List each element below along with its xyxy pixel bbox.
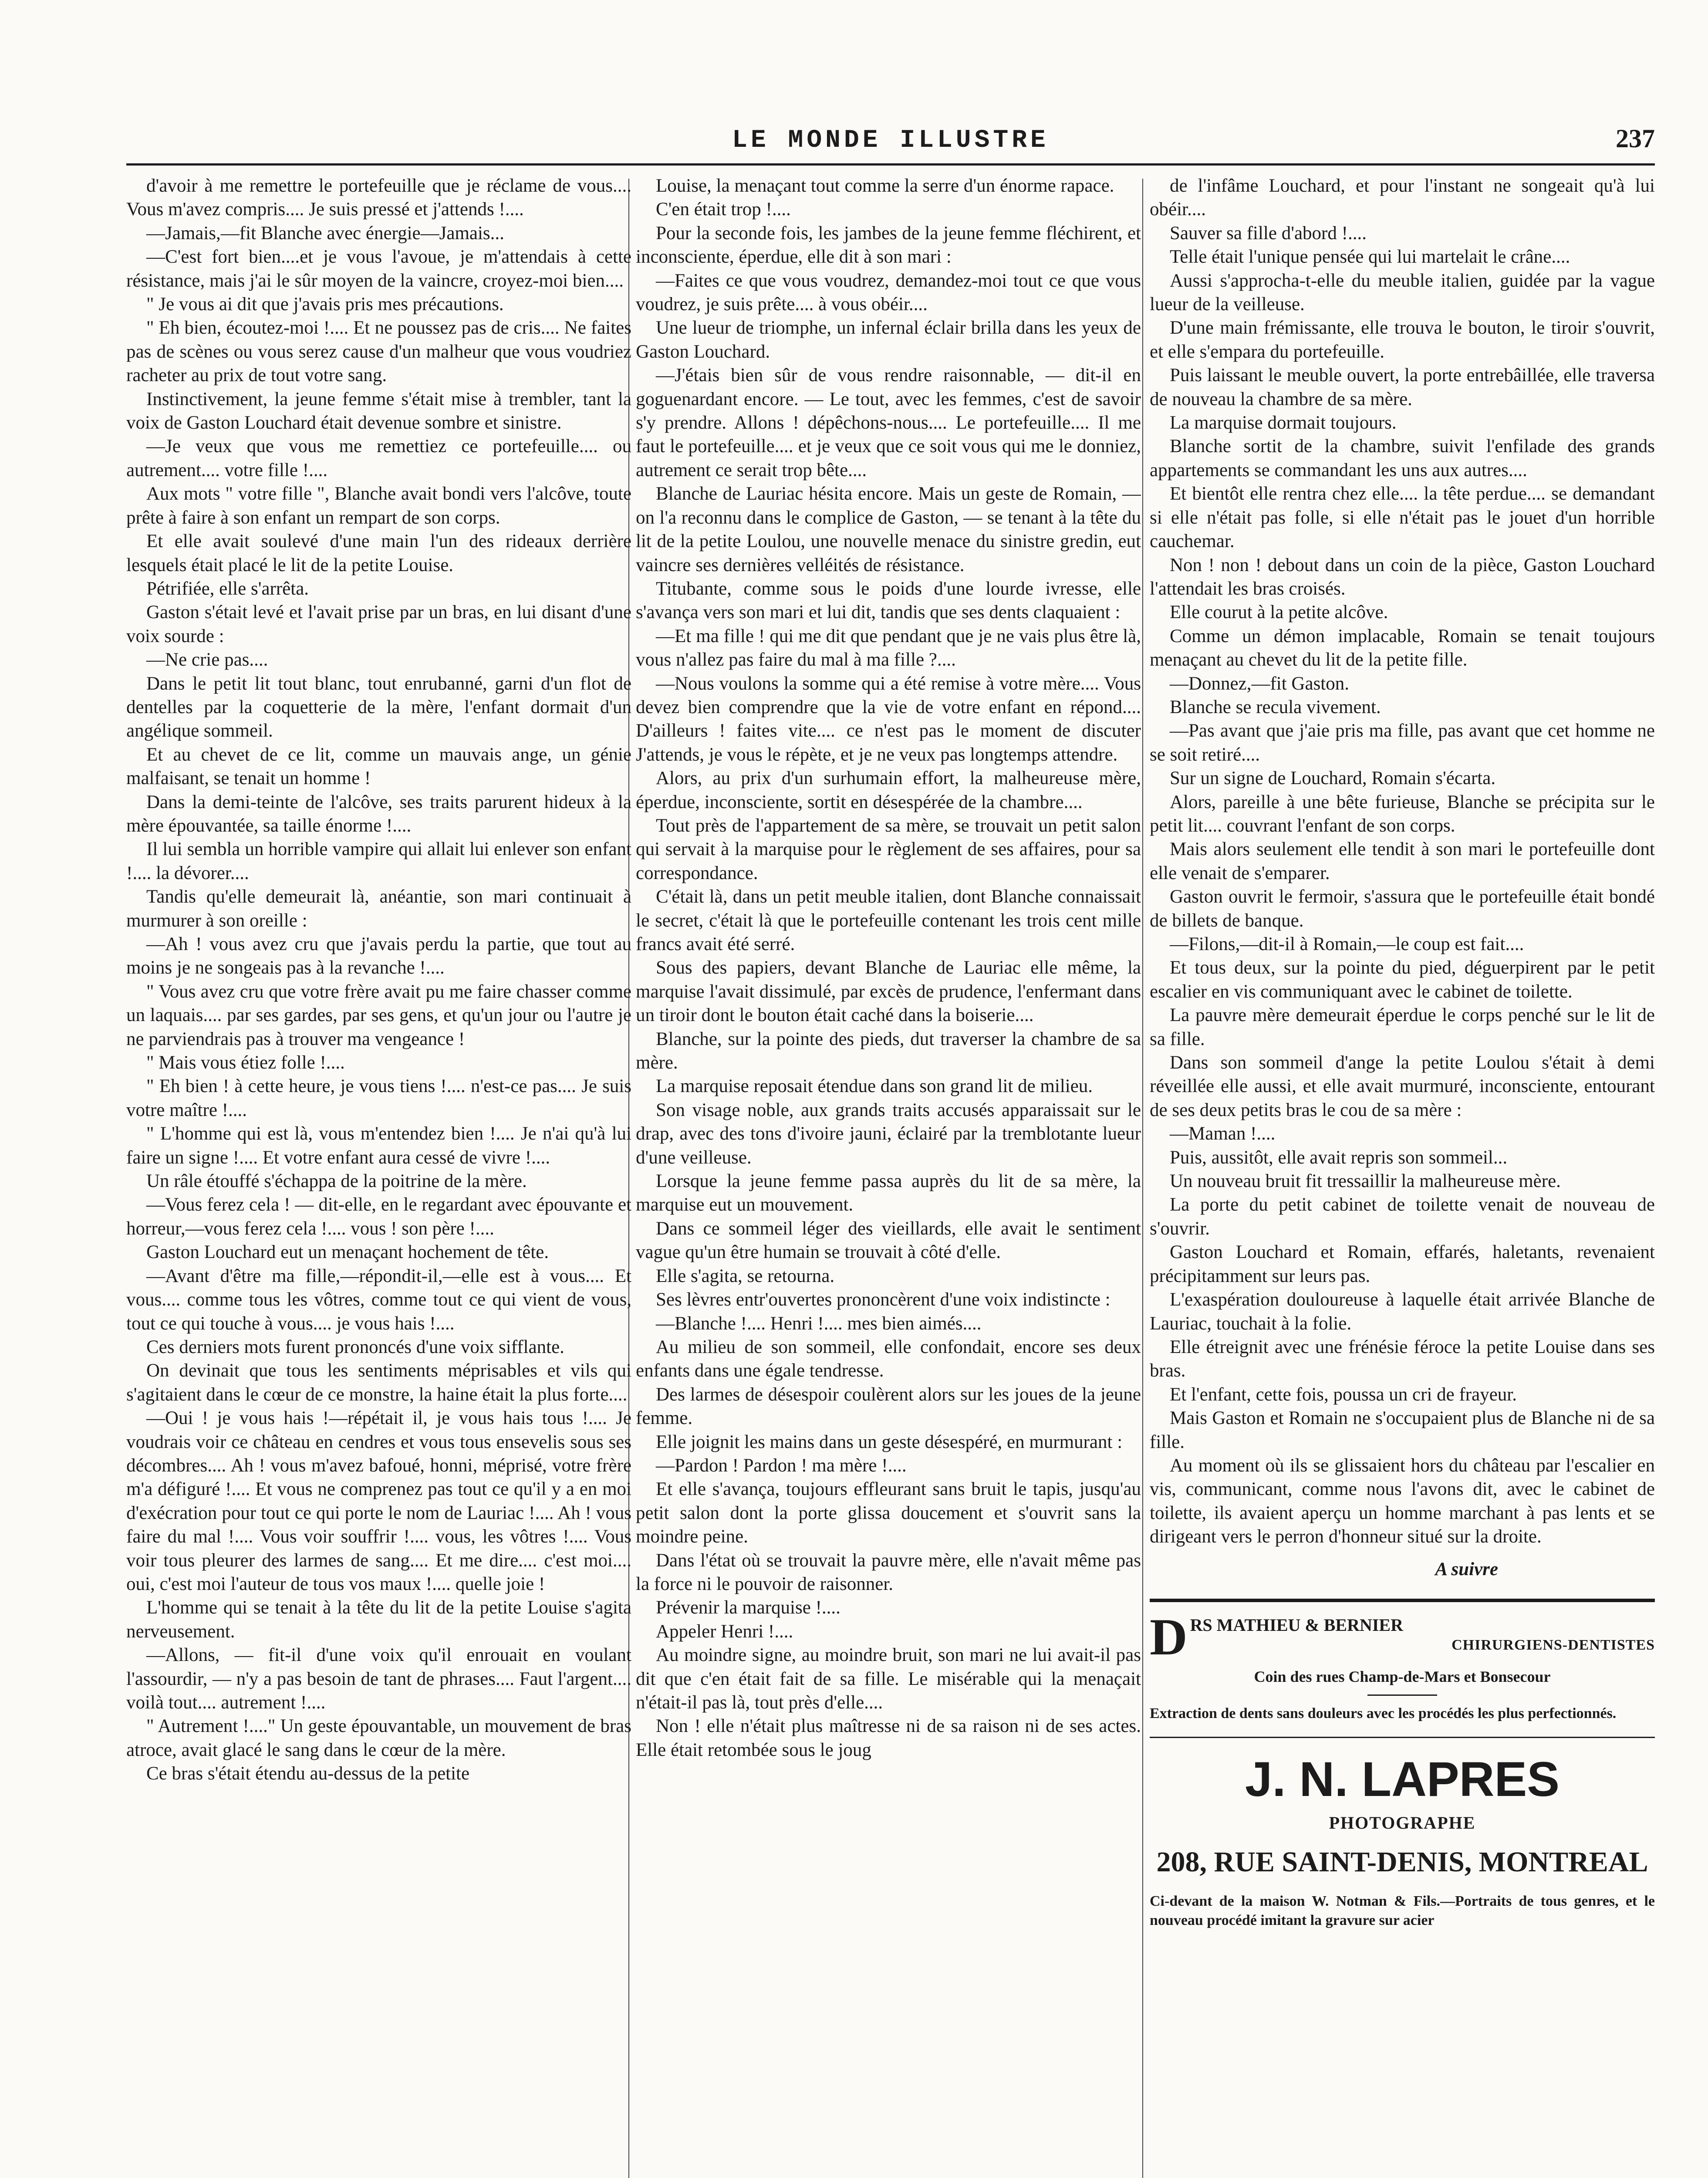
paragraph: " Autrement !...." Un geste épouvantable, un mouvement de bras atroce, avait glacé le sang dans le cœur de la mère.: [126, 1716, 631, 1760]
publication-title: LE MONDE ILLUSTRE: [732, 126, 1049, 155]
paragraph: " Eh bien ! à cette heure, je vous tiens !.... n'est-ce pas.... Je suis votre maître !....: [126, 1076, 631, 1120]
paragraph: Et bientôt elle rentra chez elle.... la tête perdue.... se demandant si elle n'était pas folle, si elle n'était pas le jouet d'un horrible cauchemar.: [1150, 484, 1655, 552]
paragraph: Instinctivement, la jeune femme s'était mise à trembler, tant la voix de Gaston Louchard était devenue sombre et sinistre.: [126, 389, 631, 433]
paragraph: Une lueur de triomphe, un infernal éclair brilla dans les yeux de Gaston Louchard.: [636, 318, 1141, 362]
paragraph: —Avant d'être ma fille,—répondit-il,—elle est à vous.... Et vous.... comme tous les vôtres, comme tout ce qui vient de vous, tout ce qui touche à vous.... je vous hais !....: [126, 1265, 631, 1334]
paragraph: Elle courut à la petite alcôve.: [1170, 602, 1388, 623]
paragraph: —Blanche !.... Henri !.... mes bien aimés....: [656, 1313, 982, 1334]
paragraph: Puis, aussitôt, elle avait repris son sommeil...: [1170, 1147, 1508, 1168]
paragraph: Alors, pareille à une bête furieuse, Blanche se précipita sur le petit lit.... couvrant l'enfant de son corps.: [1150, 791, 1655, 836]
paragraph: La marquise dormait toujours.: [1170, 413, 1397, 433]
paragraph: Dans la demi-teinte de l'alcôve, ses traits parurent hideux à la mère épouvantée, sa taille énorme !....: [126, 791, 631, 836]
paragraph: —Donnez,—fit Gaston.: [1170, 673, 1350, 694]
paragraph: Au milieu de son sommeil, elle confondait, encore ses deux enfants dans une égale tendresse.: [636, 1336, 1141, 1381]
paragraph: Et tous deux, sur la pointe du pied, déguerpirent par le petit escalier en vis communiquant avec le cabinet de toilette.: [1150, 957, 1655, 1002]
paragraph: Ce bras s'était étendu au-dessus de la petite: [146, 1763, 470, 1784]
photographer-advertisement: [1150, 1751, 1655, 1930]
paragraph: Gaston Louchard et Romain, effarés, haletants, revenaient précipitamment sur leurs pas.: [1150, 1242, 1655, 1286]
paragraph: Pétrifiée, elle s'arrêta.: [146, 578, 309, 599]
text-column-2: [636, 174, 1141, 2178]
paragraph: Prévenir la marquise !....: [656, 1597, 840, 1618]
dentist-title: CHIRURGIENS-DENTISTES: [1451, 1637, 1655, 1653]
text-column-1: [126, 174, 631, 2178]
paragraph: Dans l'état où se trouvait la pauvre mère, elle n'avait même pas la force ni le pouvoir de raisonner.: [636, 1550, 1141, 1594]
paragraph: Blanche, sur la pointe des pieds, dut traverser la chambre de sa mère.: [636, 1028, 1141, 1073]
paragraph: Son visage noble, aux grands traits accusés apparaissait sur le drap, avec des tons d'ivoire jauni, éclairé par la tremblotante lueur d'une veilleuse.: [636, 1099, 1141, 1168]
paragraph: Comme un démon implacable, Romain se tenait toujours menaçant au chevet du lit de la petite fille.: [1150, 626, 1655, 670]
paragraph: " Vous avez cru que votre frère avait pu me faire chasser comme un laquais.... par ses gardes, par ses gens, et qu'un jour ou l'autre je ne parviendrais pas à trouver ma vengeance !: [126, 981, 631, 1049]
paragraph: Au moment où ils se glissaient hors du château par l'escalier en vis, communicant, comme nous l'avons dit, avec le cabinet de toilette, ils avaient aperçu un homme marchant à pas lents et se dirigeant vers le perron d'honneur situé sur la droite.: [1150, 1455, 1655, 1547]
paragraph: Dans ce sommeil léger des vieillards, elle avait le sentiment vague qu'un être humain se trouvait à côté d'elle.: [636, 1218, 1141, 1263]
paragraph: —C'est fort bien....et je vous l'avoue, je m'attendais à cette résistance, mais j'ai le sûr moyen de la vaincre, croyez-moi bien....: [126, 247, 631, 291]
paragraph: —Filons,—dit-il à Romain,—le coup est fait....: [1170, 934, 1524, 954]
paragraph: —Et ma fille ! qui me dit que pendant que je ne vais plus être là, vous n'allez pas faire du mal à ma fille ?....: [636, 626, 1141, 670]
masthead: [126, 126, 1655, 157]
dentist-advertisement: [1150, 1607, 1655, 1724]
photographer-body: Ci-devant de la maison W. Notman & Fils.—Portraits de tous genres, et le nouveau procédé imitant la gravure sur acier: [1150, 1893, 1655, 1928]
column-3-paragraphs: [1150, 174, 1655, 1549]
photographer-profession: PHOTOGRAPHE: [1329, 1813, 1476, 1833]
paragraph: Mais alors seulement elle tendit à son mari le portefeuille dont elle venait de s'emparer.: [1150, 839, 1655, 883]
paragraph: Aussi s'approcha-t-elle du meuble italien, guidée par la vague lueur de la veilleuse.: [1150, 270, 1655, 315]
photographer-name: J. N. LAPRES: [1245, 1752, 1559, 1806]
paragraph: Elle joignit les mains dans un geste désespéré, en murmurant :: [656, 1431, 1123, 1452]
drop-cap: D: [1150, 1607, 1188, 1666]
page-number: 237: [1616, 124, 1655, 153]
paragraph: L'exaspération douloureuse à laquelle était arrivée Blanche de Lauriac, touchait à la folie.: [1150, 1289, 1655, 1334]
paragraph: Et elle avait soulevé d'une main l'un des rideaux derrière lesquels était placé le lit de la petite Louise.: [126, 531, 631, 575]
paragraph: Blanche sortit de la chambre, suivit l'enfilade des grands appartements se commandant les uns aux autres....: [1150, 436, 1655, 480]
paragraph: Sauver sa fille d'abord !....: [1170, 223, 1367, 244]
paragraph: Aux mots " votre fille ", Blanche avait bondi vers l'alcôve, toute prête à faire à son enfant un rempart de son corps.: [126, 484, 631, 528]
short-rule: [1367, 1694, 1437, 1696]
paragraph: —Ah ! vous avez cru que j'avais perdu la partie, que tout au moins je ne songeais pas à la revanche !....: [126, 934, 631, 978]
paragraph: La porte du petit cabinet de toilette venait de nouveau de s'ouvrir.: [1150, 1194, 1655, 1239]
paragraph: La marquise reposait étendue dans son grand lit de milieu.: [656, 1076, 1093, 1097]
paragraph: —Jamais,—fit Blanche avec énergie—Jamais...: [146, 223, 504, 244]
dentist-address: Coin des rues Champ-de-Mars et Bonsecour: [1254, 1667, 1551, 1685]
paragraph: La pauvre mère demeurait éperdue le corps penché sur le lit de sa fille.: [1150, 1005, 1655, 1049]
paragraph: Un nouveau bruit fit tressaillir la malheureuse mère.: [1170, 1171, 1561, 1192]
paragraph: Des larmes de désespoir coulèrent alors sur les joues de la jeune femme.: [636, 1384, 1141, 1429]
paragraph: d'avoir à me remettre le portefeuille que je réclame de vous.... Vous m'avez compris.... Je suis pressé et j'attends !....: [126, 176, 631, 220]
paragraph: —Oui ! je vous hais !—répétait il, je vous hais tous !.... Je voudrais voir ce château en cendres et vous tous ensevelis sous ses décombres.... Ah ! vous m'avez bafoué, honni, méprisé, votre frère m'a défiguré !.... Et vous ne comprenez pas tout ce qu'il y a en moi d'exécration pour tout ce qui porte le nom de Lauriac !.... Ah ! vous faire du mal !.... Vous voir souffrir !.... vous, les vôtres !.... Vous voir tous pleurer des larmes de sang.... Et me dire.... c'est moi.... oui, c'est moi l'auteur de tous vos maux !.... quelle joie !: [126, 1408, 631, 1594]
paragraph: Au moindre signe, au moindre bruit, son mari ne lui avait-il pas dit que c'en était fait de sa fille. Le misérable qui la menaçait n'était-il pas là, tout près d'elle....: [636, 1645, 1141, 1713]
paragraph: —Nous voulons la somme qui a été remise à votre mère.... Vous devez bien comprendre que la vie de votre enfant en répond.... D'ailleurs ! faites vite.... ce n'est pas le moment de discuter J'attends, je vous le répète, et je ne veux pas longtemps attendre.: [636, 673, 1141, 765]
ad-separator: [1150, 1737, 1655, 1738]
paragraph: —Faites ce que vous voudrez, demandez-moi tout ce que vous voudrez, je suis prête.... à vous obéir....: [636, 270, 1141, 315]
paragraph: —Je veux que vous me remettiez ce portefeuille.... ou autrement.... votre fille !....: [126, 436, 631, 480]
paragraph: Tandis qu'elle demeurait là, anéantie, son mari continuait à murmurer à son oreille :: [126, 886, 631, 931]
dentist-names: RS MATHIEU & BERNIER: [1190, 1615, 1403, 1635]
dentist-body: Extraction de dents sans douleurs avec les procédés les plus perfectionnés.: [1150, 1705, 1617, 1721]
paragraph: Elle étreignit avec une frénésie féroce la petite Louise dans ses bras.: [1150, 1336, 1655, 1381]
paragraph: Blanche de Lauriac hésita encore. Mais un geste de Romain, — on l'a reconnu dans le complice de Gaston, — se tenant à la tête du lit de la petite Loulou, une nouvelle menace du sinistre gredin, eut vaincre ses dernières velléités de résistance.: [636, 484, 1141, 575]
paragraph: Dans le petit lit tout blanc, tout enrubanné, garni d'un flot de dentelles par la coquetterie de la mère, l'enfant dormait d'un angélique sommeil.: [126, 673, 631, 741]
paragraph: —Allons, — fit-il d'une voix qu'il enrouait en voulant l'assourdir, — n'y a pas besoin de tant de phrases.... Faut l'argent.... voilà tout.... autrement !....: [126, 1645, 631, 1713]
paragraph: D'une main frémissante, elle trouva le bouton, le tiroir s'ouvrit, et elle s'empara du portefeuille.: [1150, 318, 1655, 362]
paragraph: —Vous ferez cela ! — dit-elle, en le regardant avec épouvante et horreur,—vous ferez cela !.... vous ! son père !....: [126, 1194, 631, 1239]
paragraph: —Maman !....: [1170, 1123, 1276, 1144]
paragraph: Appeler Henri !....: [656, 1621, 793, 1642]
paragraph: Puis laissant le meuble ouvert, la porte entrebâillée, elle traversa de nouveau la chambre de sa mère.: [1150, 365, 1655, 409]
paragraph: Gaston ouvrit le fermoir, s'assura que le portefeuille était bondé de billets de banque.: [1150, 886, 1655, 931]
column-divider: [1142, 179, 1143, 2178]
paragraph: Alors, au prix d'un surhumain effort, la malheureuse mère, éperdue, inconsciente, sortit en désespérée de la chambre....: [636, 768, 1141, 812]
paragraph: Pour la seconde fois, les jambes de la jeune femme fléchirent, et inconsciente, éperdue, elle dit à son mari :: [636, 223, 1141, 267]
paragraph: " Mais vous étiez folle !....: [146, 1052, 345, 1073]
paragraph: Gaston s'était levé et l'avait prise par un bras, en lui disant d'une voix sourde :: [126, 602, 631, 646]
paragraph: Non ! non ! debout dans un coin de la pièce, Gaston Louchard l'attendait les bras croisés.: [1150, 555, 1655, 599]
paragraph: Blanche se recula vivement.: [1170, 697, 1381, 717]
paragraph: Mais Gaston et Romain ne s'occupaient plus de Blanche ni de sa fille.: [1150, 1408, 1655, 1452]
paragraph: Non ! elle n'était plus maîtresse ni de sa raison ni de ses actes. Elle était retombée sous le joug: [636, 1716, 1141, 1760]
paragraph: Elle s'agita, se retourna.: [656, 1265, 835, 1286]
paragraph: Et au chevet de ce lit, comme un mauvais ange, un génie malfaisant, se tenait un homme !: [126, 744, 631, 789]
paragraph: Louise, la menaçant tout comme la serre d'un énorme rapace.: [656, 176, 1114, 196]
paragraph: Ses lèvres entr'ouvertes prononcèrent d'une voix indistincte :: [656, 1289, 1111, 1310]
paragraph: Et l'enfant, cette fois, poussa un cri de frayeur.: [1170, 1384, 1517, 1405]
paragraph: " Je vous ai dit que j'avais pris mes précautions.: [146, 294, 504, 315]
to-be-continued: A suivre: [1435, 1559, 1498, 1579]
paragraph: —J'étais bien sûr de vous rendre raisonnable, — dit-il en goguenardant encore. — Le tout, avec les femmes, c'est de savoir s'y prendre. Allons ! dépêchons-nous.... Le portefeuille.... Il me faut le portefeuille.... et je veux que ce soit vous qui me le donniez, autrement ce serait trop bête....: [636, 365, 1141, 480]
paragraph: Et elle s'avança, toujours effleurant sans bruit le tapis, jusqu'au petit salon dont la porte glissa doucement et s'ouvrit sans la moindre peine.: [636, 1479, 1141, 1547]
text-column-3: [1150, 174, 1655, 2178]
paragraph: Lorsque la jeune femme passa auprès du lit de sa mère, la marquise eut un mouvement.: [636, 1171, 1141, 1215]
paragraph: Sur un signe de Louchard, Romain s'écarta.: [1170, 768, 1496, 789]
paragraph: Sous des papiers, devant Blanche de Lauriac elle même, la marquise l'avait dissimulé, par excès de prudence, l'enfermant dans un tiroir dont le bouton était caché dans la boiserie....: [636, 957, 1141, 1026]
paragraph: " Eh bien, écoutez-moi !.... Et ne poussez pas de cris.... Ne faites pas de scènes ou vous serez cause d'un malheur que vous voudriez racheter au prix de tout votre sang.: [126, 318, 631, 386]
paragraph: Ces derniers mots furent prononcés d'une voix sifflante.: [146, 1336, 564, 1357]
paragraph: C'était là, dans un petit meuble italien, dont Blanche connaissait le secret, c'était là que le portefeuille contenant les trois cent mille francs avait été serré.: [636, 886, 1141, 954]
paragraph: —Ne crie pas....: [146, 649, 268, 670]
paragraph: —Pardon ! Pardon ! ma mère !....: [656, 1455, 907, 1476]
paragraph: " L'homme qui est là, vous m'entendez bien !.... Je n'ai qu'à lui faire un signe !.... Et votre enfant aura cessé de vivre !....: [126, 1123, 631, 1168]
photographer-address: 208, RUE SAINT-DENIS, MONTREAL: [1156, 1846, 1648, 1878]
paragraph: Dans son sommeil d'ange la petite Loulou s'était à demi réveillée elle aussi, et elle avait murmuré, inconsciente, entourant de ses deux petits bras le cou de sa mère :: [1150, 1052, 1655, 1120]
paragraph: Tout près de l'appartement de sa mère, se trouvait un petit salon qui servait à la marquise pour le règlement de ses affaires, pour sa correspondance.: [636, 815, 1141, 883]
header-rule: [126, 163, 1655, 166]
section-rule: [1150, 1599, 1655, 1602]
paragraph: L'homme qui se tenait à la tête du lit de la petite Louise s'agita nerveusement.: [126, 1597, 631, 1642]
paragraph: Il lui sembla un horrible vampire qui allait lui enlever son enfant !.... la dévorer....: [126, 839, 631, 883]
paragraph: On devinait que tous les sentiments méprisables et vils qui s'agitaient dans le cœur de ce monstre, la haine était la plus forte....: [126, 1360, 631, 1405]
paragraph: —Pas avant que j'aie pris ma fille, pas avant que cet homme ne se soit retiré....: [1150, 720, 1655, 765]
paragraph: de l'infâme Louchard, et pour l'instant ne songeait qu'à lui obéir....: [1150, 176, 1655, 220]
paragraph: C'en était trop !....: [656, 199, 791, 220]
paragraph: Titubante, comme sous le poids d'une lourde ivresse, elle s'avança vers son mari et lui dit, tandis que ses dents claquaient :: [636, 578, 1141, 623]
paragraph: Telle était l'unique pensée qui lui martelait le crâne....: [1170, 247, 1570, 267]
paragraph: Gaston Louchard eut un menaçant hochement de tête.: [146, 1242, 549, 1263]
paragraph: Un râle étouffé s'échappa de la poitrine de la mère.: [146, 1171, 527, 1192]
